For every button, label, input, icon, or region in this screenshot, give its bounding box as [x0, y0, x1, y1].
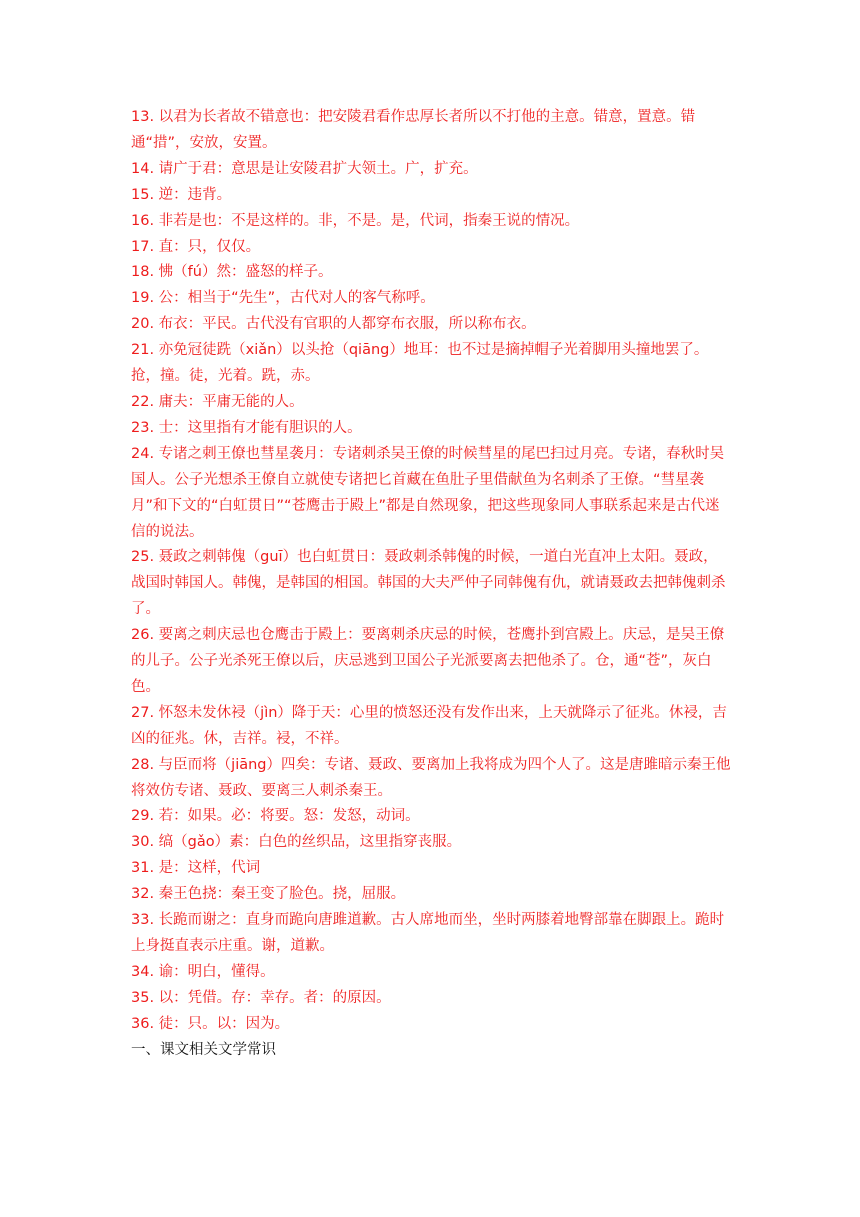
document-page [131, 105, 731, 1064]
note-20: 20. 布衣：平民。古代没有官职的人都穿布衣服，所以称布衣。 [131, 316, 536, 333]
note-18: 18. 怫（fú）然：盛怒的样子。 [131, 264, 333, 281]
section-heading: 一、课文相关文学常识 [131, 1041, 276, 1058]
note-36: 36. 徒：只。以：因为。 [131, 1015, 290, 1032]
note-32: 32. 秦王色挠：秦王变了脸色。挠，屈服。 [131, 886, 406, 903]
note-35: 35. 以：凭借。存：幸存。者：的原因。 [131, 989, 391, 1006]
note-34: 34. 谕：明白，懂得。 [131, 963, 275, 980]
note-30: 30. 缟（gǎo）素：白色的丝织品，这里指穿丧服。 [131, 834, 462, 851]
note-19: 19. 公：相当于“先生”，古代对人的客气称呼。 [131, 290, 435, 307]
note-27: 27. 怀怒未发休祲（jìn）降于天：心里的愤怒还没有发作出来，上天就降示了征兆。休祲，吉凶的征兆。休，吉祥。祲，不祥。 [131, 704, 727, 747]
note-24: 24. 专诸之刺王僚也彗星袭月：专诸刺杀吴王僚的时候彗星的尾巴扫过月亮。专诸，春秋时吴国人。公子光想杀王僚自立就使专诸把匕首藏在鱼肚子里借献鱼为名刺杀了王僚。“彗星袭月”和下文的“白虹贯日”“苍鹰击于殿上”都是自然现象，把这些现象同人事联系起来是古代迷信的说法。 [131, 445, 725, 540]
note-26: 26. 要离之刺庆忌也仓鹰击于殿上：要离刺杀庆忌的时候，苍鹰扑到宫殿上。庆忌，是吴王僚的儿子。公子光杀死王僚以后，庆忌逃到卫国公子光派要离去把他杀了。仓，通“苍”，灰白色。 [131, 627, 725, 695]
note-31: 31. 是：这样，代词 [131, 860, 261, 877]
note-21: 21. 亦免冠徒跣（xiǎn）以头抢（qiāng）地耳：也不过是摘掉帽子光着脚用头撞地罢了。抢，撞。徒，光着。跣，赤。 [131, 342, 709, 385]
note-25: 25. 聂政之刺韩傀（guī）也白虹贯日：聂政刺杀韩傀的时候，一道白光直冲上太阳。聂政，战国时韩国人。韩傀，是韩国的相国。韩国的大夫严仲子同韩傀有仇，就请聂政去把韩傀刺杀了。 [131, 549, 726, 618]
note-17: 17. 直：只，仅仅。 [131, 238, 261, 255]
note-23: 23. 士：这里指有才能有胆识的人。 [131, 419, 362, 436]
note-29: 29. 若：如果。必：将要。怒：发怒，动词。 [131, 808, 420, 825]
note-15: 15. 逆：违背。 [131, 186, 232, 203]
note-14: 14. 请广于君：意思是让安陵君扩大领土。广，扩充。 [131, 160, 478, 177]
note-22: 22. 庸夫：平庸无能的人。 [131, 393, 304, 410]
note-13: 13. 以君为长者故不错意也：把安陵君看作忠厚长者所以不打他的主意。错意，置意。错通“措”，安放，安置。 [131, 109, 696, 151]
note-16: 16. 非若是也：不是这样的。非，不是。是，代词，指秦王说的情况。 [131, 212, 580, 229]
note-33: 33. 长跪而谢之：直身而跪向唐雎道歉。古人席地而坐，坐时两膝着地臀部靠在脚跟上。跪时上身挺直表示庄重。谢，道歉。 [131, 912, 725, 954]
note-28: 28. 与臣而将（jiāng）四矣：专诸、聂政、要离加上我将成为四个人了。这是唐雎暗示秦王他将效仿专诸、聂政、要离三人刺杀秦王。 [131, 756, 731, 799]
